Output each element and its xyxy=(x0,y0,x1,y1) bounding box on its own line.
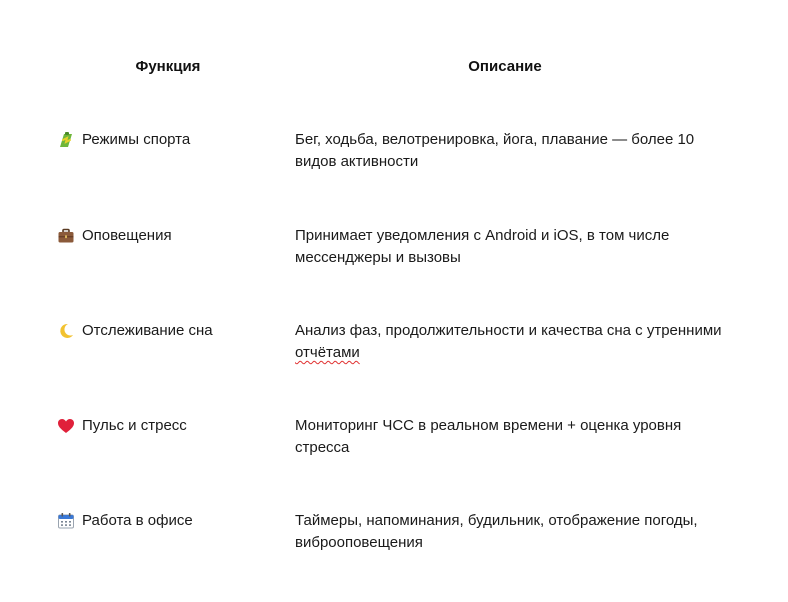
column-header-function: Функция xyxy=(135,58,201,75)
function-label: Пульс и стресс xyxy=(82,417,187,434)
function-cell xyxy=(57,320,213,342)
description-text: Анализ фаз, продолжительности и качества сна с утренними xyxy=(295,322,722,339)
function-cell xyxy=(57,510,193,532)
sport-mode-icon xyxy=(57,131,75,149)
briefcase-icon xyxy=(57,227,75,245)
calendar-icon xyxy=(57,512,75,530)
function-cell xyxy=(57,415,187,437)
spellcheck-flagged-word[interactable]: отчётами xyxy=(295,344,360,361)
function-label: Работа в офисе xyxy=(82,512,193,529)
heart-icon xyxy=(57,417,75,435)
description-cell: Бег, ходьба, велотренировка, йога, плавание — более 10 видов активности xyxy=(295,131,695,170)
function-cell xyxy=(57,129,190,151)
column-header-description: Описание xyxy=(468,58,542,75)
function-label: Режимы спорта xyxy=(82,131,191,148)
description-cell: Таймеры, напоминания, будильник, отображение погоды, виброоповещения xyxy=(295,512,698,551)
description-cell: Мониторинг ЧСС в реальном времени + оценка уровня стресса xyxy=(295,417,682,456)
function-label: Отслеживание сна xyxy=(82,322,213,339)
description-cell: Принимает уведомления с Android и iOS, в том числе мессенджеры и вызовы xyxy=(295,227,670,266)
function-label: Оповещения xyxy=(82,227,172,244)
description-cell xyxy=(295,320,735,364)
function-cell xyxy=(57,225,172,247)
crescent-moon-icon xyxy=(57,322,75,340)
